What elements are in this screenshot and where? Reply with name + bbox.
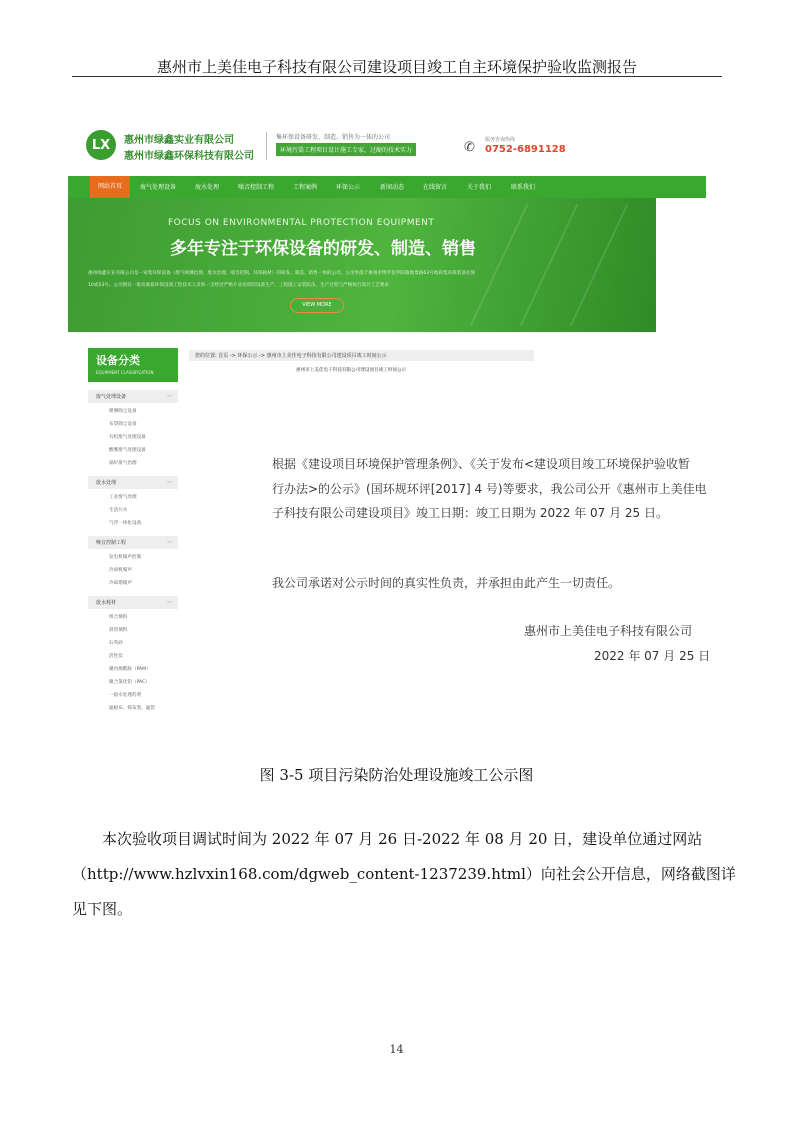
chevron-right-icon: ›››: [167, 479, 172, 484]
sidebar-subitem[interactable]: 气浮一体化设备: [109, 521, 142, 526]
nav-item-waste-gas[interactable]: 废气处理设备: [140, 184, 177, 191]
header-rule: [72, 76, 722, 77]
body-paragraph-line: 见下图。: [72, 900, 133, 918]
sidebar-subitem[interactable]: 冷却机噪声: [109, 568, 132, 573]
article-paragraph-line: 行办法>的公示》(国环规环评[2017] 4 号)等要求，我公司公开《惠州市上美佳电: [272, 482, 707, 496]
sidebar-title: 设备分类: [96, 354, 140, 367]
sidebar-subitem[interactable]: 石英砂: [109, 641, 123, 646]
nav-item-noise[interactable]: 噪音控制工程: [238, 184, 275, 191]
sidebar-category[interactable]: [88, 536, 178, 549]
report-header-title: 惠州市上美佳电子科技有限公司建设项目竣工自主环境保护验收监测报告: [156, 58, 637, 76]
nav-item-about[interactable]: 关于我们: [467, 184, 492, 191]
sidebar-category[interactable]: [88, 596, 178, 609]
nav-item-contact[interactable]: 联系我们: [511, 184, 536, 191]
article-signature-company: 惠州市上美佳电子科技有限公司: [524, 624, 693, 638]
article-paragraph-line: 根据《建设项目环境保护管理条例》、《关于发布<建设项目竣工环境保护验收暂: [272, 457, 691, 471]
article-signature-date: 2022 年 07 月 25 日: [594, 649, 711, 663]
sidebar-subitem[interactable]: 发电机噪声控制: [109, 555, 142, 560]
article-paragraph-line: 我公司承诺对公示时间的真实性负责，并承担由此产生一切责任。: [272, 576, 621, 590]
hero-banner: [68, 198, 656, 332]
article-title: 惠州市上美佳电子科技有限公司建设项目竣工时间公示: [296, 368, 407, 373]
banner-text-line-2: 10或53号。公司拥有一批高素质环保设备工程技术人员和一支经过严格专业培训的设备生产、工程施工安装队伍，生产过程与严格执行设计工艺要求: [88, 283, 390, 288]
banner-decor: [520, 204, 578, 326]
nav-item-cases[interactable]: 工程案例: [293, 184, 318, 191]
nav-item-message[interactable]: 在线留言: [423, 184, 448, 191]
sidebar-subitem[interactable]: 有机废气处理设备: [109, 435, 146, 440]
breadcrumb: [189, 350, 534, 361]
sidebar-category[interactable]: [88, 476, 178, 489]
company-name-1: 惠州市绿鑫实业有限公司: [124, 135, 234, 146]
sidebar-subtitle: EQUIPMENT CLASSIFICATION: [96, 370, 154, 375]
nav-item-news[interactable]: 新闻动态: [380, 184, 405, 191]
article-paragraph-line: 子科技有限公司建设项目》竣工日期：竣工日期为 2022 年 07 月 25 日。: [272, 506, 668, 520]
category-label: 废水处理: [96, 480, 117, 486]
banner-english-title: FOCUS ON ENVIRONMENTAL PROTECTION EQUIPMENT: [168, 218, 435, 228]
sidebar-subitem[interactable]: 冷却塔噪声: [109, 581, 132, 586]
slogan-pill: 环境污染工程项目设计施工专家，过硬的技术实力: [276, 143, 416, 156]
category-label: 噪音控制工程: [96, 540, 127, 546]
website-screenshot: [68, 118, 711, 723]
nav-item-notice[interactable]: 环保公示: [336, 184, 361, 191]
sidebar-subitem[interactable]: 酸雾废气处理设备: [109, 448, 146, 453]
sidebar-subitem[interactable]: 斜管填料: [109, 628, 128, 633]
sidebar-subitem[interactable]: 聚合氯化铝（PAC）: [109, 680, 150, 685]
sidebar-subitem[interactable]: 工业废气处理: [109, 495, 137, 500]
sidebar-subitem[interactable]: 组合填料: [109, 615, 128, 620]
banner-chinese-title: 多年专注于环保设备的研发、制造、销售: [170, 239, 476, 259]
nav-item-home[interactable]: 网站首页: [90, 176, 130, 198]
phone-number: 0752-6891128: [485, 144, 566, 155]
sidebar-subitem[interactable]: 锅炉废气治理: [109, 461, 137, 466]
sidebar-subitem[interactable]: 生活污水: [109, 508, 128, 513]
banner-decor: [570, 204, 628, 326]
view-more-button[interactable]: VIEW MORE: [290, 298, 344, 313]
sidebar-subitem[interactable]: 喷淋除尘设备: [109, 409, 137, 414]
figure-caption: 图 3-5 项目污染防治处理设施竣工公示图: [259, 766, 534, 784]
sidebar-subitem[interactable]: 布袋除尘设备: [109, 422, 137, 427]
company-logo: LX: [86, 130, 116, 160]
site-nav: [68, 176, 706, 198]
chevron-right-icon: ›››: [167, 539, 172, 544]
nav-item-waste-water[interactable]: 废水处理: [195, 184, 220, 191]
sidebar-title-box: [88, 348, 178, 382]
phone-label: 服务咨询热线: [485, 137, 516, 143]
header-divider: [266, 132, 267, 160]
page-number: 14: [389, 1043, 404, 1056]
sidebar-subitem[interactable]: 活性炭: [109, 654, 123, 659]
chevron-right-icon: ›››: [167, 393, 172, 398]
category-label: 废气处理设备: [96, 394, 127, 400]
banner-decor: [470, 204, 528, 326]
site-slogan: 集环保设备研发、制造、销售为一体的公司: [276, 134, 391, 141]
phone-icon: ✆: [464, 140, 475, 155]
company-name-2: 惠州市绿鑫环保科技有限公司: [124, 151, 254, 162]
chevron-right-icon: ›››: [167, 599, 172, 604]
sidebar-subitem[interactable]: 滤板布、筛布类、滤袋: [109, 706, 155, 711]
category-label: 废水耗材: [96, 600, 117, 606]
banner-text-line-1: 惠州绿鑫实业有限公司是一家集环保设备（废气喷淋治理、废水治理、噪音控制、环保耗材）的研发、制造、销售一体的公司。公司坐落于惠州市博罗县罗阳镇地景路63号地段集环保装备往领: [88, 271, 476, 276]
sidebar-subitem[interactable]: 聚丙烯酰胺（PAM）: [109, 667, 151, 672]
body-paragraph-line: 本次验收项目调试时间为 2022 年 07 月 26 日-2022 年 08 月 20 日，建设单位通过网站: [102, 830, 703, 848]
sidebar-subitem[interactable]: 一般水处理药剂: [109, 693, 142, 698]
breadcrumb-text: 您的位置: 首页 -> 环保公示 -> 惠州市上美佳电子科技有限公司建设项目竣工时间公示: [195, 353, 387, 359]
sidebar-category[interactable]: [88, 390, 178, 403]
body-paragraph-line: （http://www.hzlvxin168.com/dgweb_content-1237239.html）向社会公开信息，网络截图详: [72, 865, 736, 883]
